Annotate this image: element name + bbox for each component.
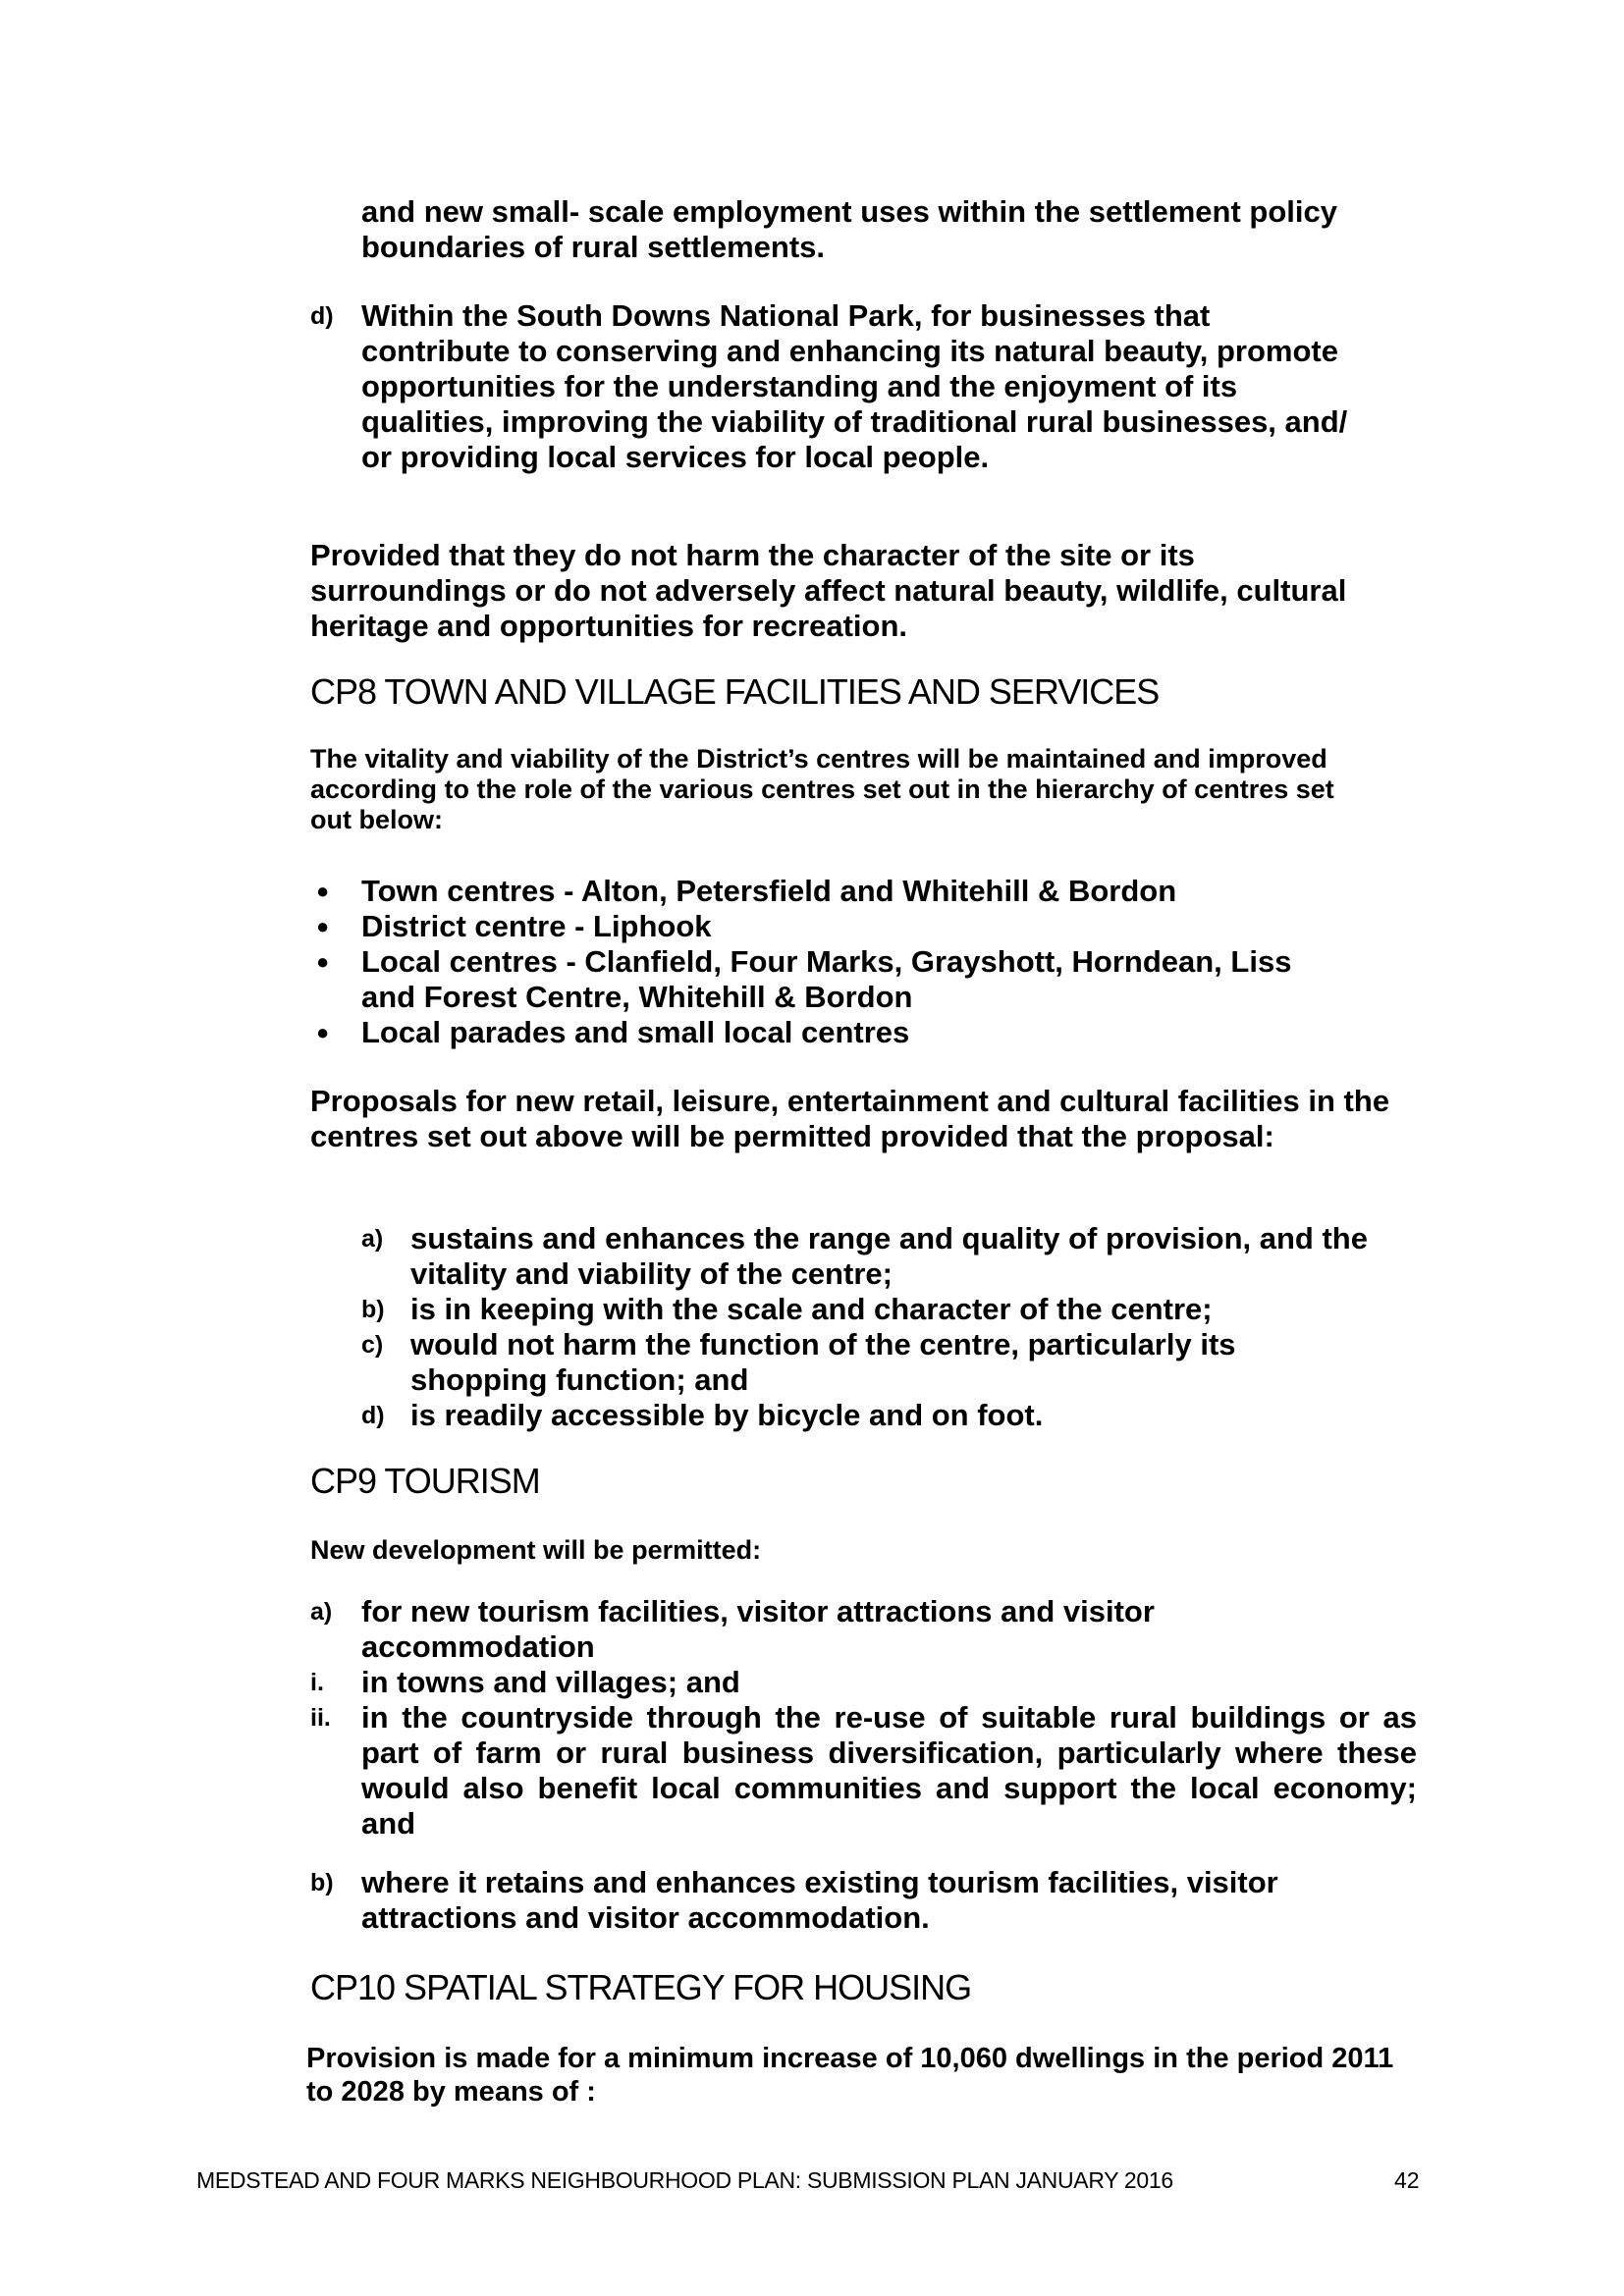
list-item: for new tourism facilities, visitor attractions and visitor accommodation bbox=[361, 1594, 1155, 1664]
list-marker: d) bbox=[361, 1402, 385, 1429]
item-d-marker: d) bbox=[310, 302, 334, 330]
list-item: would not harm the function of the centre, particularly its shopping function; and bbox=[410, 1327, 1236, 1397]
bullet-icon: ● bbox=[316, 879, 330, 903]
cp9-heading: CP9 TOURISM bbox=[310, 1461, 540, 1501]
list-item: sustains and enhances the range and quality of provision, and the vitality and viability of the centre; bbox=[410, 1221, 1368, 1291]
provided-paragraph: Provided that they do not harm the character of the site or its surroundings or do not adversely affect natural beauty, wildlife, cultural heritage and opportunities for recreation. bbox=[310, 538, 1347, 643]
list-marker: i. bbox=[310, 1669, 324, 1696]
bullet-icon: ● bbox=[316, 914, 330, 938]
list-marker: a) bbox=[310, 1598, 333, 1626]
list-item: in towns and villages; and bbox=[361, 1665, 740, 1699]
list-item: is in keeping with the scale and character of the centre; bbox=[410, 1292, 1213, 1326]
bullet-icon: ● bbox=[316, 949, 330, 974]
list-item: is readily accessible by bicycle and on foot. bbox=[410, 1398, 1044, 1432]
list-marker: ii. bbox=[310, 1704, 331, 1732]
page-footer: MEDSTEAD AND FOUR MARKS NEIGHBOURHOOD PLAN: SUBMISSION PLAN JANUARY 2016 bbox=[196, 2167, 1173, 2193]
cp8-proposals-paragraph: Proposals for new retail, leisure, entertainment and cultural facilities in the centres set out above will be permitted provided that the proposal: bbox=[310, 1084, 1390, 1153]
list-item: where it retains and enhances existing tourism facilities, visitor attractions and visitor accommodation. bbox=[361, 1865, 1278, 1935]
top-continuation-text: and new small- scale employment uses within the settlement policy boundaries of rural settlements. bbox=[361, 194, 1337, 264]
list-marker: b) bbox=[310, 1869, 334, 1896]
list-marker: a) bbox=[361, 1225, 384, 1253]
bullet-item: Local centres - Clanfield, Four Marks, Grayshott, Horndean, Liss and Forest Centre, Whitehill & Bordon bbox=[361, 944, 1292, 1014]
bullet-icon: ● bbox=[316, 1020, 330, 1044]
item-d-text: Within the South Downs National Park, for businesses that contribute to conserving and enhancing its natural beauty, promote opportunities for the understanding and the enjoyment of its qualities, improving the viability of traditional rural businesses, and/ or providing local services for local people. bbox=[361, 298, 1348, 474]
cp8-intro: The vitality and viability of the District’s centres will be maintained and improved according to the role of the various centres set out in the hierarchy of centres set out below: bbox=[310, 744, 1334, 834]
list-marker: b) bbox=[361, 1296, 385, 1323]
page-number: 42 bbox=[1394, 2167, 1420, 2193]
cp9-intro: New development will be permitted: bbox=[310, 1535, 762, 1565]
list-item: in the countryside through the re-use of suitable rural buildings or as part of farm or rural business diversification, particularly where these would also benefit local communities and support the local economy; and bbox=[361, 1700, 1417, 1841]
cp10-intro: Provision is made for a minimum increase of 10,060 dwellings in the period 2011 to 2028 by means of : bbox=[306, 2043, 1394, 2108]
list-marker: c) bbox=[361, 1331, 384, 1359]
cp10-heading: CP10 SPATIAL STRATEGY FOR HOUSING bbox=[310, 1967, 972, 2007]
cp8-heading: CP8 TOWN AND VILLAGE FACILITIES AND SERVICES bbox=[310, 671, 1160, 712]
bullet-item: Town centres - Alton, Petersfield and Whitehill & Bordon bbox=[361, 874, 1177, 908]
bullet-item: Local parades and small local centres bbox=[361, 1015, 910, 1049]
bullet-item: District centre - Liphook bbox=[361, 909, 712, 943]
